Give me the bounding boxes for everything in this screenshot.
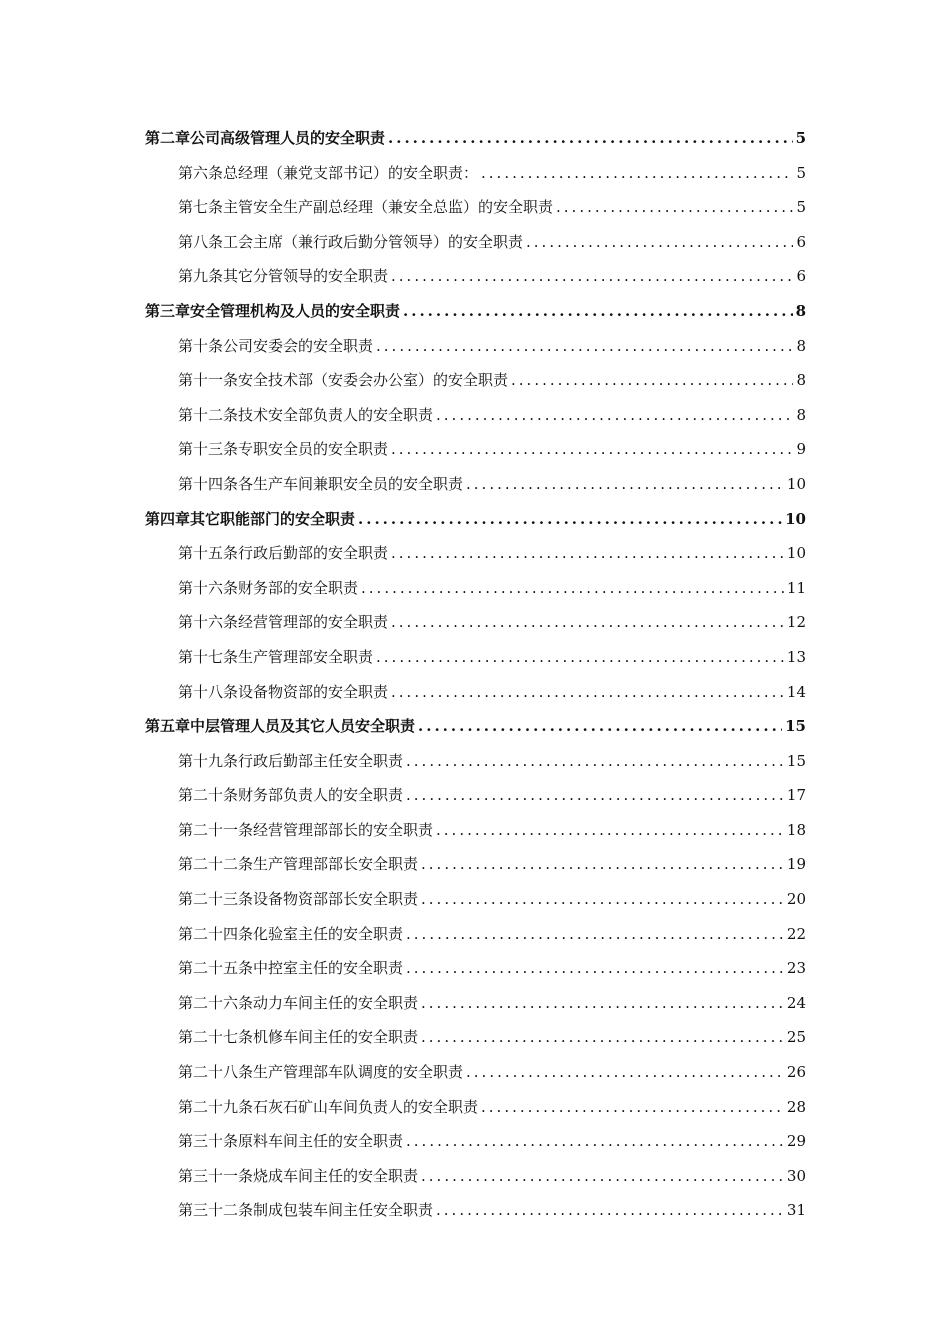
toc-page-number: 6 [796,267,806,286]
toc-article-entry[interactable] [145,675,806,710]
toc-page-number: 25 [786,1028,806,1047]
toc-entry-title: 第十一条安全技术部（安委会办公室）的安全职责 [178,371,509,390]
toc-page-number: 5 [795,129,806,147]
toc-page-number: 10 [786,544,806,563]
toc-dot-leader [358,502,782,537]
toc-entry-title: 第十九条行政后勤部主任安全职责 [178,751,404,770]
toc-entry-title: 第二十九条石灰石矿山车间负责人的安全职责 [178,1097,479,1116]
toc-entry-title: 第十二条技术安全部负责人的安全职责 [178,405,434,424]
table-of-contents [145,121,806,1228]
toc-entry-title: 第四章其它职能部门的安全职责 [145,509,356,528]
toc-article-entry[interactable] [145,536,806,571]
toc-page-number: 20 [786,890,806,909]
toc-article-entry[interactable] [145,986,806,1021]
toc-page-number: 29 [786,1132,806,1151]
toc-dot-leader [376,329,793,364]
toc-page-number: 6 [796,232,806,251]
toc-dot-leader [466,1055,784,1090]
toc-dot-leader [526,225,793,260]
toc-page-number: 5 [796,163,806,182]
toc-entry-title: 第十五条行政后勤部的安全职责 [178,544,389,563]
toc-article-entry[interactable] [145,1124,806,1159]
toc-dot-leader [418,709,782,744]
toc-entry-title: 第十六条经营管理部的安全职责 [178,613,389,632]
toc-article-entry[interactable] [145,1090,806,1125]
toc-dot-leader [421,1020,784,1055]
toc-entry-title: 第十三条专职安全员的安全职责 [178,440,389,459]
toc-dot-leader [436,1193,784,1228]
toc-article-entry[interactable] [145,467,806,502]
toc-page-number: 24 [786,993,806,1012]
toc-article-entry[interactable] [145,882,806,917]
toc-entry-title: 第十八条设备物资部的安全职责 [178,682,389,701]
toc-page-number: 8 [796,336,806,355]
toc-article-entry[interactable] [145,744,806,779]
toc-entry-title: 第十四条各生产车间兼职安全员的安全职责 [178,474,464,493]
toc-entry-title: 第十条公司安委会的安全职责 [178,336,374,355]
toc-page-number: 17 [786,786,806,805]
toc-entry-title: 第五章中层管理人员及其它人员安全职责 [145,717,416,736]
toc-page-number: 12 [786,613,806,632]
toc-dot-leader [481,156,793,191]
toc-entry-title: 第二十八条生产管理部车队调度的安全职责 [178,1063,464,1082]
toc-entry-title: 第二十二条生产管理部部长安全职责 [178,855,419,874]
toc-dot-leader [511,363,793,398]
toc-article-entry[interactable] [145,1055,806,1090]
toc-dot-leader [406,1124,784,1159]
toc-article-entry[interactable] [145,778,806,813]
toc-page-number: 22 [786,924,806,943]
toc-dot-leader [406,744,784,779]
toc-page-number: 8 [796,405,806,424]
toc-entry-title: 第二十六条动力车间主任的安全职责 [178,993,419,1012]
toc-article-entry[interactable] [145,363,806,398]
toc-page-number: 11 [786,578,806,597]
toc-dot-leader [436,398,793,433]
toc-dot-leader [481,1090,784,1125]
toc-dot-leader [391,605,784,640]
toc-chapter-entry[interactable] [145,294,806,329]
toc-entry-title: 第三十条原料车间主任的安全职责 [178,1132,404,1151]
toc-article-entry[interactable] [145,640,806,675]
toc-dot-leader [421,1159,784,1194]
toc-entry-title: 第六条总经理（兼党支部书记）的安全职责： [178,163,479,182]
toc-dot-leader [391,675,784,710]
toc-page-number: 5 [796,198,806,217]
toc-entry-title: 第九条其它分管领导的安全职责 [178,267,389,286]
toc-dot-leader [406,951,784,986]
toc-article-entry[interactable] [145,1159,806,1194]
toc-entry-title: 第三章安全管理机构及人员的安全职责 [145,301,401,320]
toc-article-entry[interactable] [145,847,806,882]
toc-entry-title: 第二十四条化验室主任的安全职责 [178,924,404,943]
toc-dot-leader [361,571,784,606]
toc-article-entry[interactable] [145,605,806,640]
toc-article-entry[interactable] [145,813,806,848]
toc-entry-title: 第二十条财务部负责人的安全职责 [178,786,404,805]
toc-dot-leader [421,882,784,917]
toc-article-entry[interactable] [145,1020,806,1055]
toc-dot-leader [556,190,793,225]
toc-dot-leader [388,121,793,156]
toc-page-number: 15 [786,751,806,770]
toc-entry-title: 第三十二条制成包装车间主任安全职责 [178,1201,434,1220]
toc-dot-leader [421,986,784,1021]
toc-dot-leader [391,259,793,294]
toc-entry-title: 第十七条生产管理部安全职责 [178,647,374,666]
toc-chapter-entry[interactable] [145,502,806,537]
toc-article-entry[interactable] [145,917,806,952]
toc-page-number: 8 [795,301,806,320]
toc-entry-title: 第二十一条经营管理部部长的安全职责 [178,820,434,839]
toc-chapter-entry[interactable] [145,709,806,744]
toc-entry-title: 第八条工会主席（兼行政后勤分管领导）的安全职责 [178,232,524,251]
toc-article-entry[interactable] [145,1193,806,1228]
toc-entry-title: 第三十一条烧成车间主任的安全职责 [178,1166,419,1185]
toc-page-number: 15 [785,717,806,736]
toc-dot-leader [466,467,784,502]
toc-dot-leader [403,294,793,329]
toc-entry-title: 第二十五条中控室主任的安全职责 [178,959,404,978]
toc-page-number: 14 [786,682,806,701]
toc-page-number: 10 [785,509,806,528]
toc-page-number: 9 [796,440,806,459]
toc-entry-title: 第二十三条设备物资部部长安全职责 [178,890,419,909]
toc-page-number: 19 [786,855,806,874]
toc-page-number: 8 [796,371,806,390]
toc-dot-leader [406,917,784,952]
toc-page-number: 23 [786,959,806,978]
toc-entry-title: 第二章公司高级管理人员的安全职责 [145,129,386,147]
toc-page-number: 31 [786,1201,806,1220]
toc-dot-leader [391,536,784,571]
toc-page-number: 13 [786,647,806,666]
toc-article-entry[interactable] [145,951,806,986]
toc-page-number: 28 [786,1097,806,1116]
toc-article-entry[interactable] [145,571,806,606]
toc-article-entry[interactable] [145,190,806,225]
toc-article-entry[interactable] [145,259,806,294]
toc-article-entry[interactable] [145,156,806,191]
toc-entry-title: 第七条主管安全生产副总经理（兼安全总监）的安全职责 [178,198,554,217]
toc-entry-title: 第十六条财务部的安全职责 [178,578,359,597]
toc-dot-leader [391,432,793,467]
toc-dot-leader [436,813,784,848]
toc-page-number: 30 [786,1166,806,1185]
toc-article-entry[interactable] [145,432,806,467]
toc-article-entry[interactable] [145,329,806,364]
toc-dot-leader [421,847,784,882]
toc-page-number: 10 [786,474,806,493]
toc-chapter-entry[interactable] [145,121,806,156]
toc-dot-leader [406,778,784,813]
toc-article-entry[interactable] [145,225,806,260]
toc-dot-leader [376,640,784,675]
toc-page-number: 26 [786,1063,806,1082]
toc-page-number: 18 [786,820,806,839]
toc-article-entry[interactable] [145,398,806,433]
toc-entry-title: 第二十七条机修车间主任的安全职责 [178,1028,419,1047]
